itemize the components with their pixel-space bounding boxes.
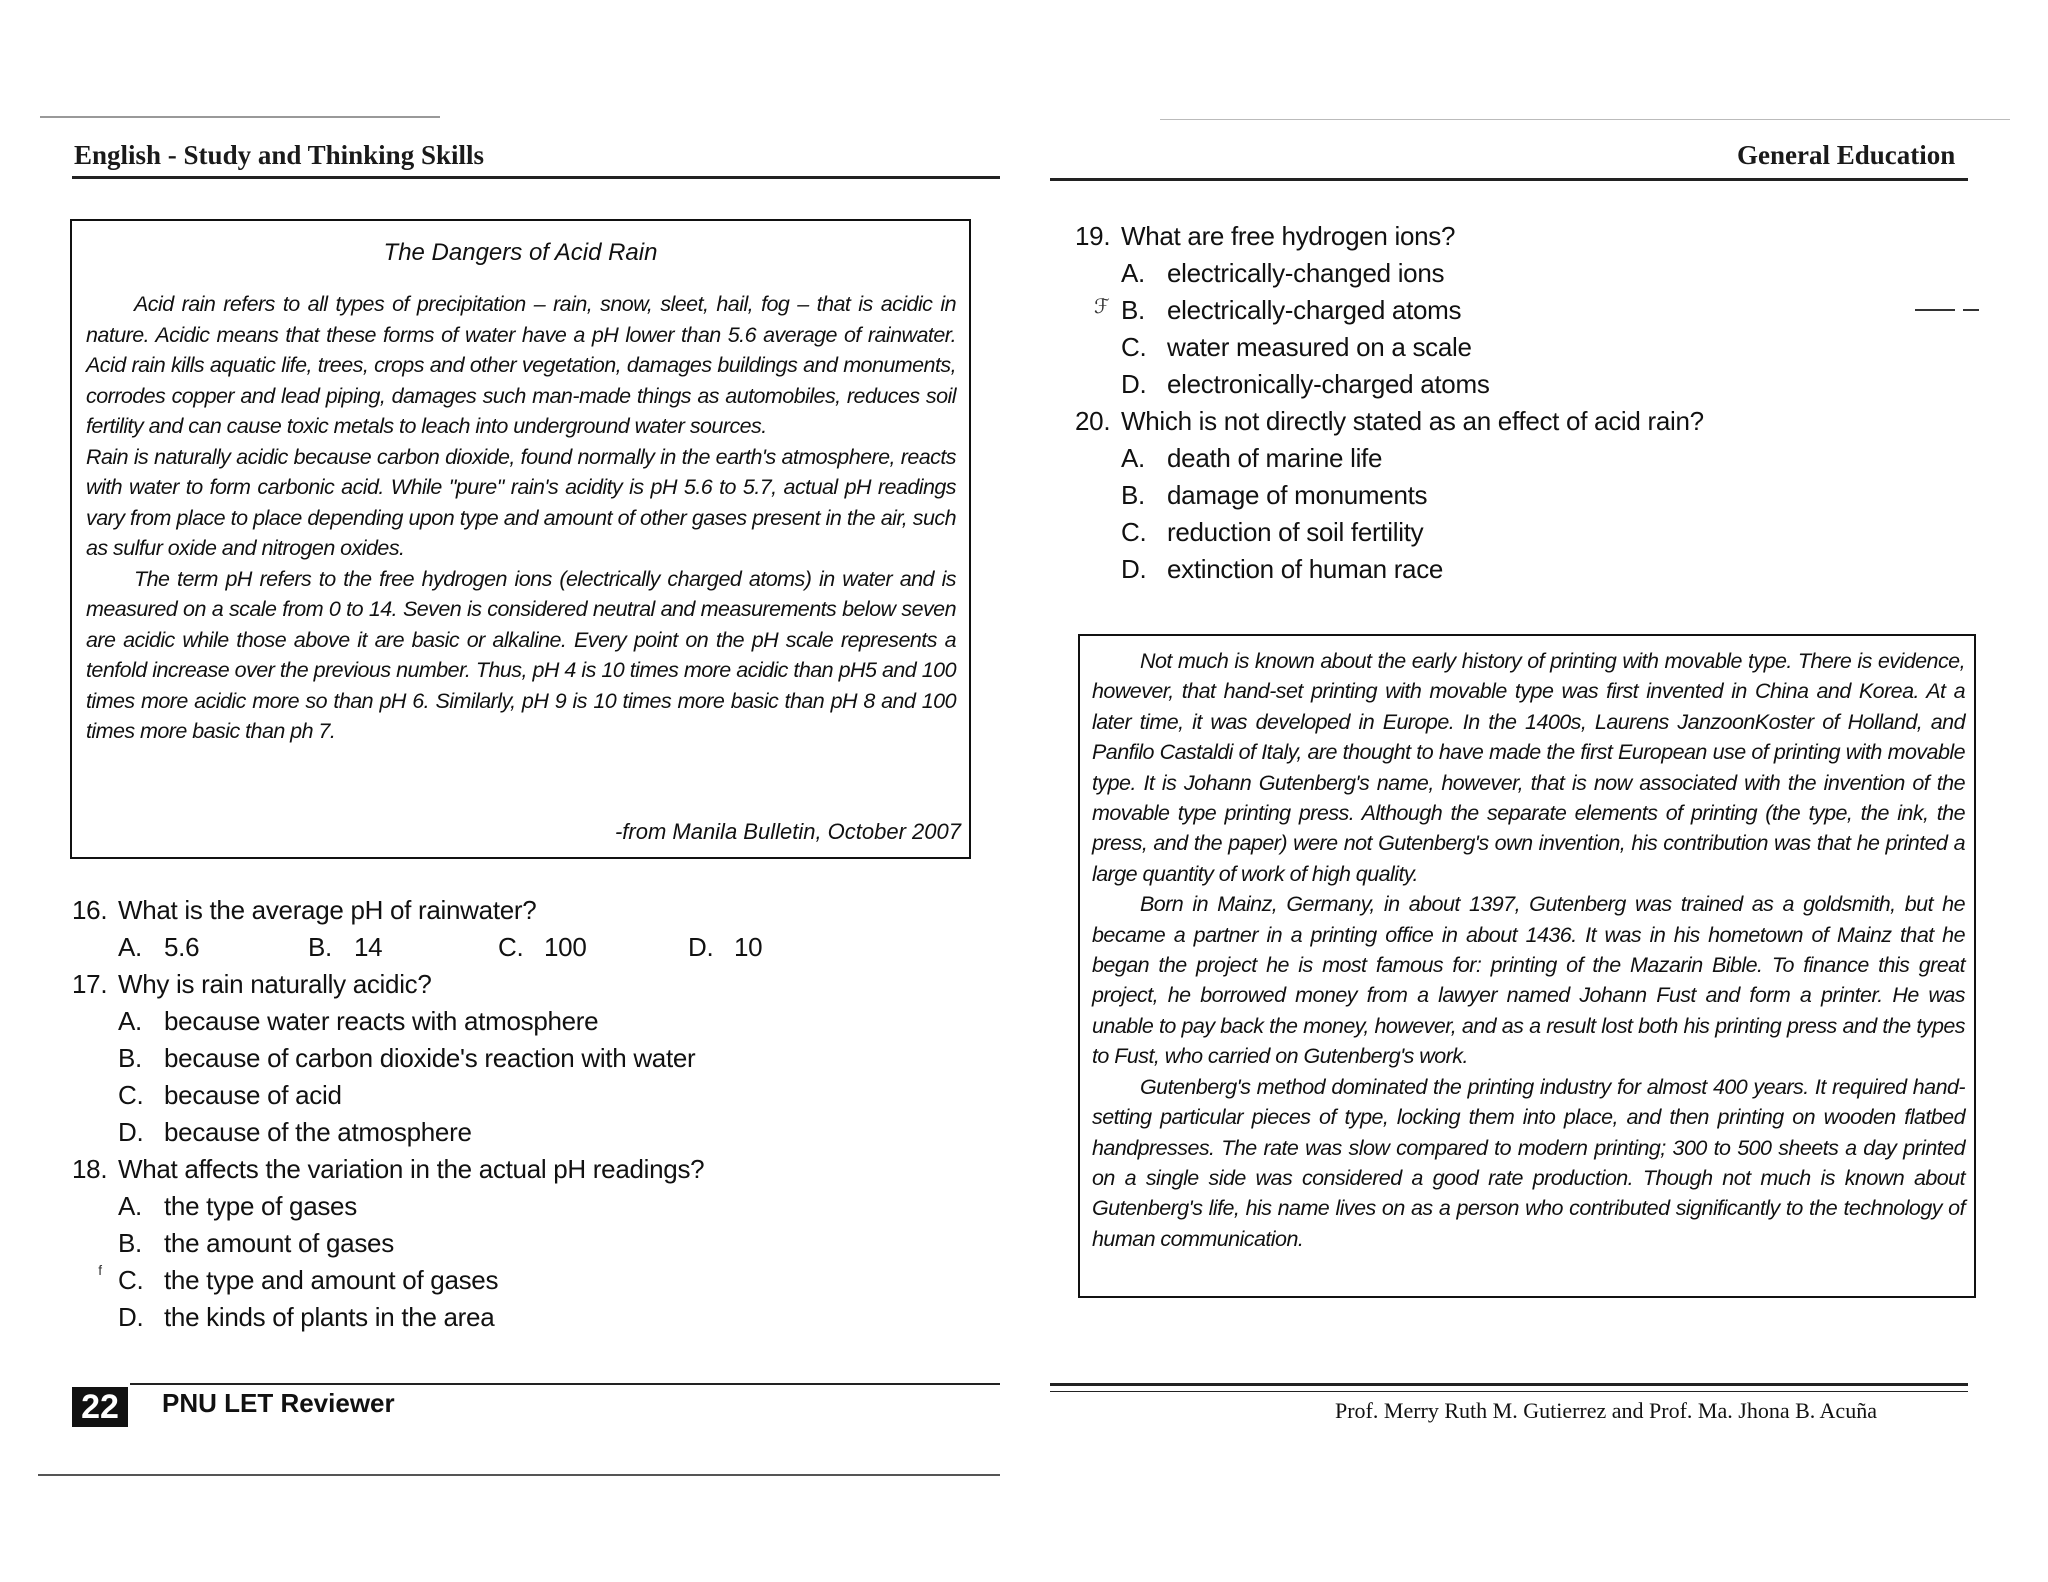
question-number: 20.	[1075, 406, 1111, 436]
question-text: Why is rain naturally acidic?	[118, 969, 432, 999]
footer-rule-right	[1050, 1383, 1968, 1386]
questions-right	[1075, 218, 1975, 588]
header-rule-left	[72, 176, 1000, 179]
question-19	[1075, 218, 1975, 255]
passage-title: The Dangers of Acid Rain	[383, 239, 658, 266]
answer-option[interactable]: B. the amount of gases	[118, 1228, 394, 1258]
header-left-title: English - Study and Thinking Skills	[74, 140, 484, 170]
question-number: 19.	[1075, 221, 1111, 251]
question-16	[72, 892, 972, 929]
passage-paragraph: Not much is known about the early history of printing with movable type. There is evidence, however, that hand-set printing with movable type was first invented in China and Korea. At a later time, it was developed in Europe. In the 1400s, Laurens JanzoonKoster of Holland, and Panfilo Castaldi of Italy, are thought to have made the first European use of printing with movable type. It is Johann Gutenberg's name, however, that is now associated with the invention of the movable type printing press. Although the separate elements of printing (the type, the ink, the press, and the paper) were not Gutenberg's own invention, his contribution was that he printed a large quantity of work of high quality.	[1092, 649, 1965, 886]
question-text: What is the average pH of rainwater?	[118, 895, 537, 925]
answer-option[interactable]: C. reduction of soil fertility	[1121, 517, 1424, 547]
pencil-mark: ᶠ	[98, 1263, 103, 1285]
passage-source: -from Manila Bulletin, October 2007	[614, 819, 961, 844]
top-scan-line-left	[40, 116, 440, 118]
top-scan-line-right	[1160, 119, 2010, 120]
answer-option[interactable]: C. water measured on a scale	[1121, 332, 1472, 362]
question-20	[1075, 403, 1975, 440]
margin-dash-mark	[1915, 309, 1955, 311]
answer-option[interactable]: B. 14	[308, 932, 383, 962]
question-number: 16.	[72, 895, 108, 925]
answer-option[interactable]: B. because of carbon dioxide's reaction with water	[118, 1043, 696, 1073]
passage-acid-rain-text	[86, 289, 956, 747]
passage-paragraph: Acid rain refers to all types of precipitation – rain, snow, sleet, hail, fog – that is acidic in nature. Acidic means that these forms of water have a pH lower than 5.6 average of rainwater. Acid rain kills aquatic life, trees, crops and other vegetation, damages buildings and monuments, corrodes copper and lead piping, damages such man-made things as automobiles, reduces soil fertility and can cause toxic metals to leach into underground water sources.	[86, 292, 956, 438]
question-17	[72, 966, 972, 1003]
page-number: 22	[72, 1387, 128, 1427]
passage-paragraph: Gutenberg's method dominated the printing industry for almost 400 years. It required hand-setting particular pieces of type, locking them into place, and then printing on wooden flatbed handpresses. The rate was slow compared to modern printing; 300 to 500 sheets a day printed on a single side was considered a good rate production. Though not much is known about Gutenberg's life, his name lives on as a person who contributed significantly to the technology of human communication.	[1092, 1074, 1965, 1251]
question-text: What are free hydrogen ions?	[1121, 221, 1456, 251]
answer-option[interactable]: C. 100	[498, 932, 587, 962]
header-right-title: General Education	[1737, 140, 1956, 170]
answer-option[interactable]: D. 10	[688, 932, 763, 962]
answer-option[interactable]: A. the type of gases	[118, 1191, 357, 1221]
footer-rule-left	[130, 1383, 1000, 1385]
footer-rule-right-thin	[1050, 1391, 1968, 1392]
answer-option[interactable]: A. because water reacts with atmosphere	[118, 1006, 599, 1036]
answer-option[interactable]: D. the kinds of plants in the area	[118, 1302, 495, 1332]
passage-acid-rain-box	[70, 219, 971, 859]
question-16-options	[72, 929, 972, 966]
question-text: What affects the variation in the actual pH readings?	[118, 1154, 705, 1184]
margin-dash-mark	[1963, 309, 1979, 311]
passage-paragraph: The term pH refers to the free hydrogen ions (electrically charged atoms) in water and is measured on a scale from 0 to 14. Seven is considered neutral and measurements below seven are acidic while those above it are basic or alkaline. Every point on the pH scale represents a tenfold increase over the previous number. Thus, pH 4 is 10 times more acidic than pH5 and 100 times more acidic more so than pH 6. Similarly, pH 9 is 10 times more basic than pH 8 and 100 times more basic than ph 7.	[86, 566, 956, 743]
bottom-scan-line	[38, 1474, 1000, 1476]
answer-option[interactable]: D. because of the atmosphere	[118, 1117, 472, 1147]
answer-option[interactable]: C. because of acid	[118, 1080, 342, 1110]
header-rule-right	[1050, 178, 1968, 181]
answer-option[interactable]: A. 5.6	[118, 932, 200, 962]
question-number: 17.	[72, 969, 108, 999]
answer-option[interactable]: A. death of marine life	[1121, 443, 1383, 473]
passage-printing-box	[1078, 634, 1976, 1298]
answer-option[interactable]: A. electrically-changed ions	[1121, 258, 1445, 288]
answer-option[interactable]: C. the type and amount of gases	[118, 1265, 499, 1295]
passage-printing-text	[1092, 646, 1965, 1254]
answer-option[interactable]: D. extinction of human race	[1121, 554, 1444, 584]
answer-option[interactable]: D. electronically-charged atoms	[1121, 369, 1490, 399]
answer-option[interactable]: B. electrically-charged atoms	[1121, 295, 1462, 325]
question-number: 18.	[72, 1154, 108, 1184]
footer-authors: Prof. Merry Ruth M. Gutierrez and Prof. Ma. Jhona B. Acuña	[1335, 1398, 1877, 1423]
footer-book-title: PNU LET Reviewer	[162, 1388, 395, 1418]
question-text: Which is not directly stated as an effect of acid rain?	[1121, 406, 1704, 436]
pencil-mark: ℱ	[1094, 296, 1110, 318]
questions-left	[72, 892, 972, 1336]
question-18	[72, 1151, 972, 1188]
passage-paragraph: Born in Mainz, Germany, in about 1397, Gutenberg was trained as a goldsmith, but he became a partner in a printing office in about 1436. It was in his hometown of Mainz that he began the project he is most famous for: printing of the Mazarin Bible. To finance this great project, he borrowed money from a lawyer named Johann Fust and form a printer. He was unable to pay back the money, however, and as a result lost both his printing press and the types to Fust, who carried on Gutenberg's work.	[1092, 892, 1965, 1069]
passage-paragraph: Rain is naturally acidic because carbon dioxide, found normally in the earth's atmosphere, reacts with water to form carbonic acid. While "pure" rain's acidity is pH 5.6 to 5.7, actual pH readings vary from place to place depending upon type and amount of other gases present in the air, such as sulfur oxide and nitrogen oxides.	[86, 444, 956, 560]
answer-option[interactable]: B. damage of monuments	[1121, 480, 1428, 510]
